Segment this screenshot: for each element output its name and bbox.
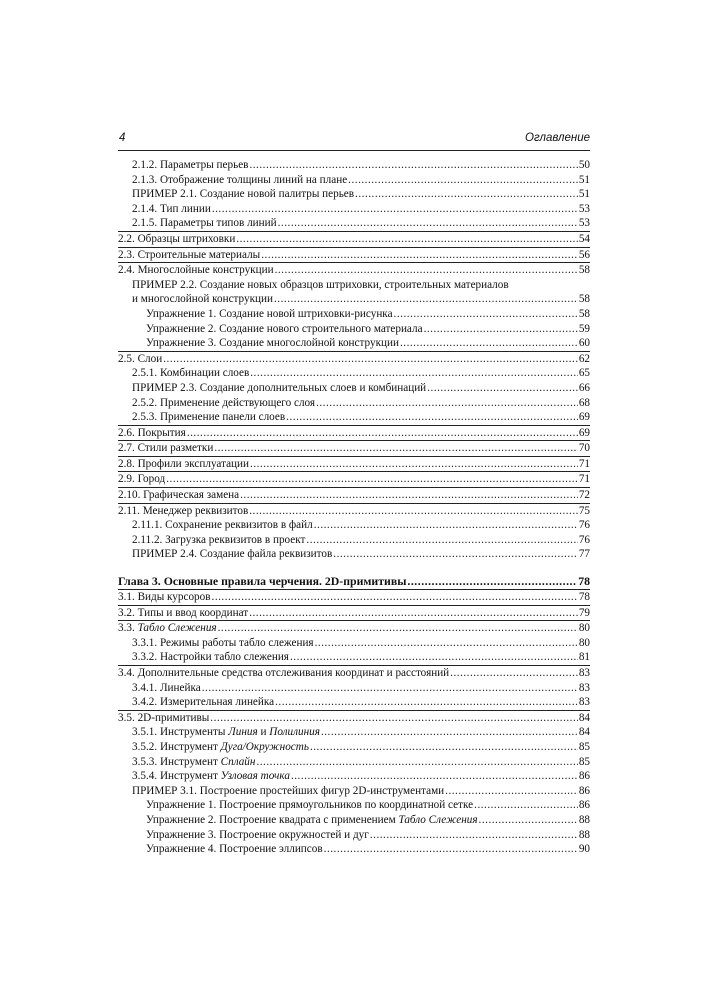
toc-entry-title: 2.11.2. Загрузка реквизитов в проект (132, 533, 306, 546)
toc-page-number: 86 (578, 784, 590, 797)
toc-entry-title: Упражнение 2. Создание нового строительного материала (146, 322, 423, 335)
table-of-contents (118, 158, 590, 857)
toc-entry-title: 2.5. Слои (118, 352, 163, 365)
toc-entry-title: 3.2. Типы и ввод координат (118, 606, 249, 619)
toc-entry-title: ПРИМЕР 2.3. Создание дополнительных слоев и комбинаций (132, 381, 427, 394)
toc-entry-title: ПРИМЕР 2.4. Создание файла реквизитов (132, 548, 333, 561)
toc-dot-leader (355, 187, 578, 202)
toc-entry-title: 3.5. 2D-примитивы (118, 711, 210, 724)
toc-entry-title: 2.5.2. Применение действующего слоя (132, 396, 316, 409)
toc-dot-leader (249, 158, 577, 173)
toc-entry[interactable] (118, 710, 590, 726)
toc-entry[interactable] (118, 202, 590, 217)
toc-dot-leader (187, 426, 578, 441)
toc-page-number: 71 (578, 473, 590, 486)
toc-entry[interactable] (118, 842, 590, 857)
toc-page-number: 72 (578, 489, 590, 502)
toc-entry-title: Упражнение 2. Построение квадрата с применением Табло Слежения (146, 813, 478, 826)
toc-dot-leader (218, 621, 578, 636)
toc-entry[interactable] (118, 322, 590, 337)
toc-page-number: 53 (578, 217, 590, 230)
toc-dot-leader (450, 666, 578, 681)
toc-dot-leader (250, 366, 578, 381)
toc-entry-line: ПРИМЕР 2.2. Создание новых образцов штриховки, строительных материалов (132, 278, 509, 291)
toc-entry[interactable] (118, 173, 590, 188)
toc-entry[interactable] (118, 636, 590, 651)
toc-dot-leader (314, 518, 578, 533)
toc-entry-title: 2.7. Стили разметки (118, 442, 214, 455)
toc-entry-title: 3.4. Дополнительные средства отслеживания координат и расстояний (118, 667, 450, 679)
toc-page-number: 60 (578, 337, 590, 350)
toc-dot-leader (474, 798, 578, 813)
toc-entry[interactable] (118, 533, 590, 548)
toc-entry[interactable] (118, 503, 590, 519)
toc-entry[interactable] (118, 547, 590, 562)
toc-page-number: 88 (578, 813, 590, 826)
toc-entry[interactable] (118, 471, 590, 487)
toc-entry-title: 2.10. Графическая замена (118, 489, 240, 502)
toc-dot-leader (236, 232, 577, 247)
toc-page-number: 59 (578, 322, 590, 335)
toc-entry[interactable] (118, 620, 590, 636)
toc-entry[interactable] (118, 381, 590, 396)
toc-entry-title: Упражнение 4. Построение эллипсов (146, 843, 323, 856)
toc-dot-leader (214, 441, 578, 456)
toc-entry[interactable] (118, 695, 590, 710)
toc-entry-title: 3.3. Табло Слежения (118, 622, 217, 635)
toc-page-number: 88 (578, 828, 590, 841)
toc-entry[interactable] (118, 813, 590, 828)
toc-entry-title: 2.11.1. Сохранение реквизитов в файл (132, 519, 313, 532)
toc-page-number: 54 (578, 232, 590, 245)
toc-page-number: 56 (578, 248, 590, 261)
toc-page-number: 58 (578, 264, 590, 277)
toc-page-number: 86 (578, 799, 590, 812)
toc-page-number: 78 (578, 591, 590, 604)
toc-dot-leader (370, 828, 578, 843)
toc-entry[interactable] (118, 396, 590, 411)
toc-dot-leader (212, 590, 578, 605)
toc-entry[interactable] (118, 605, 590, 621)
toc-dot-leader (315, 636, 578, 651)
toc-entry[interactable] (118, 740, 590, 755)
toc-page-number: 80 (578, 622, 590, 635)
toc-entry-title: ПРИМЕР 2.1. Создание новой палитры перьев (132, 188, 355, 201)
toc-page-number: 75 (578, 504, 590, 517)
toc-dot-leader (427, 381, 578, 396)
toc-entry[interactable] (118, 665, 590, 681)
toc-page-number: 80 (578, 636, 590, 649)
toc-entry[interactable] (118, 158, 590, 173)
toc-entry[interactable] (118, 216, 590, 231)
toc-page-number: 76 (578, 533, 590, 546)
toc-entry-title: 2.2. Образцы штриховки (118, 232, 236, 245)
toc-page-number: 70 (578, 442, 590, 455)
toc-page-number: 85 (578, 740, 590, 753)
toc-entry[interactable] (118, 589, 590, 605)
toc-page-number: 84 (578, 726, 590, 739)
toc-dot-leader (210, 711, 578, 726)
toc-dot-leader (333, 547, 578, 562)
page-number: 4 (119, 132, 126, 144)
toc-page-number: 81 (578, 651, 590, 664)
toc-entry[interactable] (118, 725, 590, 740)
toc-entry-title: 2.1.3. Отображение толщины линий на плане (132, 173, 348, 186)
toc-entry[interactable] (118, 187, 590, 202)
toc-page-number: 66 (578, 381, 590, 394)
toc-page-number: 83 (578, 681, 590, 694)
toc-entry-title: и многослойной конструкции (132, 293, 273, 306)
toc-entry-title: 3.5.3. Инструмент Сплайн (132, 755, 256, 768)
toc-dot-leader (249, 606, 578, 621)
toc-entry-title: 3.1. Виды курсоров (118, 591, 211, 604)
toc-page-number: 90 (578, 843, 590, 856)
toc-page-number: 71 (578, 457, 590, 470)
toc-dot-leader (250, 457, 578, 472)
toc-entry[interactable] (118, 650, 590, 665)
toc-chapter-entry[interactable] (118, 574, 590, 589)
toc-entry-title: 2.1.4. Тип линии (132, 202, 211, 215)
toc-dot-leader (424, 322, 578, 337)
toc-entry-title: 2.11. Менеджер реквизитов (118, 504, 249, 517)
toc-entry-title: 2.8. Профили эксплуатации (118, 457, 250, 470)
toc-dot-leader (249, 504, 578, 519)
toc-page-number: 50 (578, 159, 590, 171)
toc-entry[interactable] (118, 366, 590, 381)
toc-dot-leader (212, 202, 578, 217)
toc-entry-title: 3.3.1. Режимы работы табло слежения (132, 636, 314, 649)
toc-page-number: 69 (578, 426, 590, 439)
toc-dot-leader (166, 472, 578, 487)
toc-entry[interactable] (118, 425, 590, 441)
toc-dot-leader (394, 307, 578, 322)
toc-dot-leader (445, 784, 578, 799)
toc-entry[interactable] (118, 784, 590, 799)
toc-page-number: 51 (578, 173, 590, 186)
toc-entry[interactable] (118, 247, 590, 263)
toc-dot-leader (291, 769, 578, 784)
toc-entry[interactable] (118, 292, 590, 307)
toc-entry[interactable] (118, 336, 590, 351)
toc-entry-title: ПРИМЕР 3.1. Построение простейших фигур 2D-инструментами (132, 784, 445, 797)
chapter-gap (118, 562, 590, 574)
toc-entry-title: Упражнение 3. Создание многослойной конструкции (146, 337, 399, 350)
toc-entry[interactable] (118, 518, 590, 533)
toc-dot-leader (202, 681, 578, 696)
toc-entry[interactable] (118, 828, 590, 843)
toc-page-number: 85 (578, 755, 590, 768)
toc-page-number: 76 (578, 519, 590, 532)
toc-entry[interactable] (118, 755, 590, 770)
toc-page-number: 58 (578, 307, 590, 320)
toc-entry[interactable] (118, 307, 590, 322)
toc-entry-title: 3.4.2. Измерительная линейка (132, 696, 275, 709)
toc-page-number: 84 (578, 711, 590, 724)
toc-entry-title: 2.3. Строительные материалы (118, 248, 261, 261)
toc-page-number: 51 (578, 188, 590, 201)
toc-dot-leader (407, 574, 577, 589)
toc-entry-title: 2.5.1. Комбинации слоев (132, 367, 250, 380)
toc-entry[interactable] (118, 487, 590, 503)
toc-entry-title: 3.4.1. Линейка (132, 681, 201, 694)
toc-page-number: 69 (578, 411, 590, 424)
toc-entry-title: 3.5.1. Инструменты Линия и Полилиния (132, 726, 320, 739)
toc-page-number: 77 (578, 548, 590, 561)
toc-entry-title: 3.5.2. Инструмент Дуга/Окружность (132, 740, 309, 753)
toc-dot-leader (256, 755, 577, 770)
toc-dot-leader (310, 740, 578, 755)
toc-dot-leader (240, 488, 578, 503)
toc-entry-title: 2.1.5. Параметры типов линий (132, 217, 277, 230)
toc-entry[interactable] (118, 440, 590, 456)
toc-page-number: 53 (578, 202, 590, 215)
toc-dot-leader (306, 533, 577, 548)
toc-dot-leader (278, 216, 578, 231)
toc-entry-title: 2.6. Покрытия (118, 426, 186, 439)
page-header (118, 130, 590, 151)
toc-dot-leader (316, 396, 578, 411)
toc-entry-title: 2.9. Город (118, 473, 166, 486)
toc-dot-leader (324, 842, 578, 857)
toc-page-number: 83 (578, 696, 590, 709)
toc-entry[interactable] (118, 231, 590, 247)
toc-dot-leader (479, 813, 578, 828)
toc-entry-title: 3.5.4. Инструмент Узловая точка (132, 770, 290, 783)
toc-entry-title: 3.3.2. Настройки табло слежения (132, 651, 289, 664)
toc-page-number: 68 (578, 396, 590, 409)
toc-dot-leader (321, 725, 578, 740)
toc-entry[interactable] (118, 681, 590, 696)
toc-dot-leader (275, 263, 578, 278)
toc-entry[interactable] (118, 262, 590, 278)
toc-dot-leader (163, 352, 578, 367)
toc-page-number: 83 (578, 667, 590, 679)
toc-entry-title: Упражнение 1. Создание новой штриховки-рисунка (146, 307, 393, 320)
toc-page-number: 86 (578, 770, 590, 783)
toc-page-number: 58 (578, 293, 590, 306)
toc-entry[interactable] (118, 351, 590, 367)
toc-entry-title: 2.4. Многослойные конструкции (118, 264, 274, 277)
toc-entry[interactable] (118, 410, 590, 425)
toc-entry-title: Упражнение 1. Построение прямоугольников по координатной сетке (146, 799, 474, 812)
toc-dot-leader (290, 650, 578, 665)
toc-entry[interactable] (118, 456, 590, 472)
toc-dot-leader (275, 695, 578, 710)
toc-dot-leader (274, 292, 578, 307)
toc-dot-leader (400, 336, 578, 351)
toc-entry-title: Глава 3. Основные правила черчения. 2D-примитивы (118, 574, 407, 589)
toc-dot-leader (348, 173, 578, 188)
toc-page-number: 79 (578, 606, 590, 619)
toc-dot-leader (286, 410, 578, 425)
toc-page-number: 62 (578, 352, 590, 365)
toc-entry-title: Упражнение 3. Построение окружностей и дуг (146, 828, 369, 841)
toc-entry[interactable] (118, 798, 590, 813)
toc-entry-title: 2.1.2. Параметры перьев (132, 159, 249, 171)
running-title: Оглавление (525, 132, 590, 144)
toc-entry-title: 2.5.3. Применение панели слоев (132, 411, 286, 424)
toc-page-number: 65 (578, 367, 590, 380)
toc-entry[interactable] (118, 769, 590, 784)
toc-dot-leader (261, 248, 578, 263)
toc-page-number: 78 (578, 574, 590, 589)
